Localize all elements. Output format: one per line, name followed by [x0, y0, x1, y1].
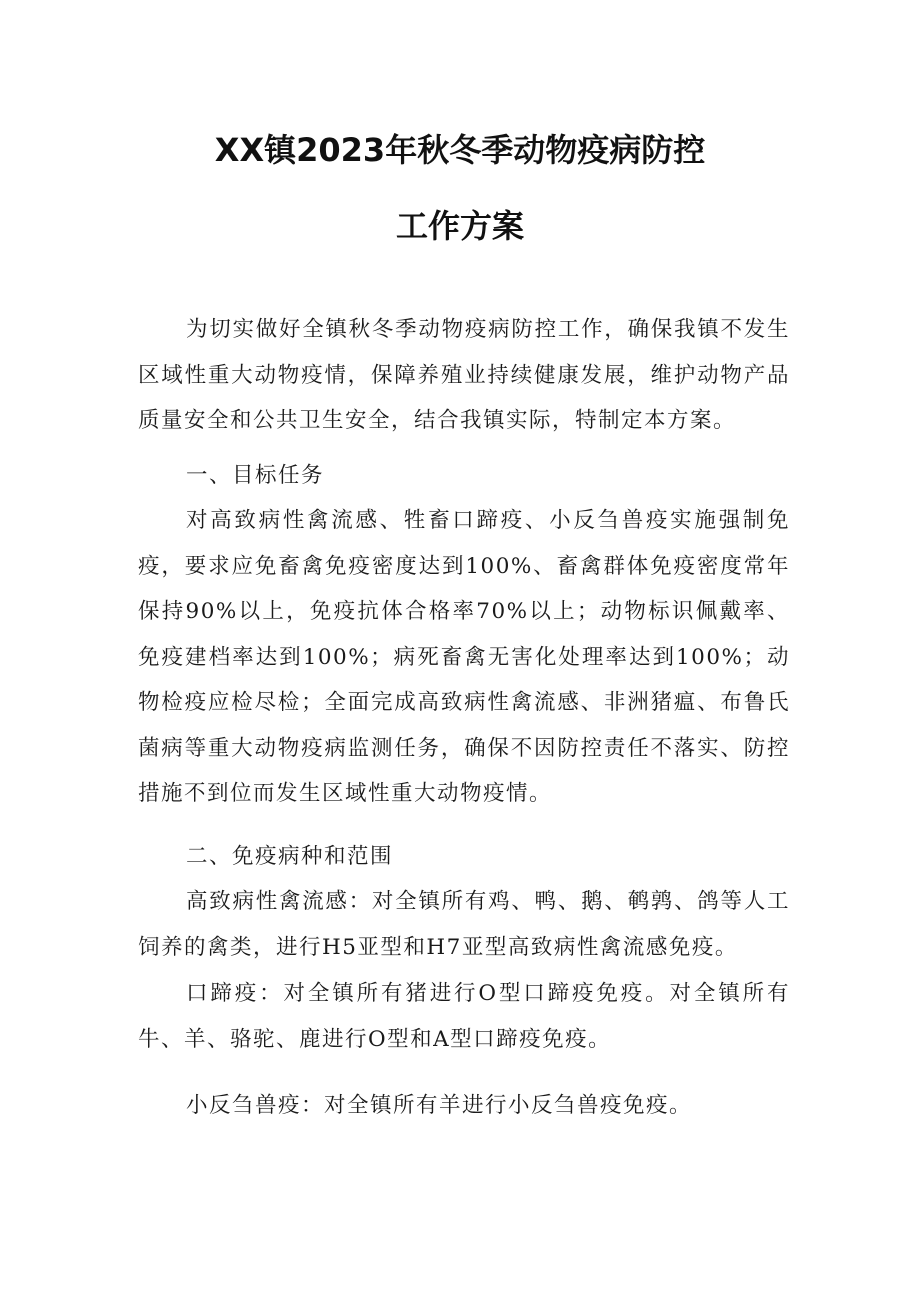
intro-paragraph: 为切实做好全镇秋冬季动物疫病防控工作，确保我镇不发生区域性重大动物疫情，保障养殖业持续健康发展，维护动物产品质量安全和公共卫生安全，结合我镇实际，特制定本方案。 [138, 317, 790, 433]
avian-influenza-paragraph: 高致病性禽流感：对全镇所有鸡、鸭、鹅、鹌鹑、鸽等人工饲养的禽类，进行H5亚型和H7亚型高致病性禽流感免疫。 [138, 889, 790, 960]
foot-and-mouth-paragraph: 口蹄疫：对全镇所有猪进行O型口蹄疫免疫。对全镇所有牛、羊、骆驼、鹿进行O型和A型口蹄疫免疫。 [138, 981, 790, 1052]
section-heading-targets: 一、目标任务 [186, 463, 325, 488]
document-title-line-1: XX镇2023年秋冬季动物疫病防控 [214, 131, 706, 169]
document-title-line-2: 工作方案 [395, 207, 524, 245]
section-heading-immunization-scope: 二、免疫病种和范围 [186, 844, 394, 869]
ppr-paragraph: 小反刍兽疫：对全镇所有羊进行小反刍兽疫免疫。 [186, 1093, 693, 1118]
targets-paragraph: 对高致病性禽流感、牲畜口蹄疫、小反刍兽疫实施强制免疫，要求应免畜禽免疫密度达到100%、畜禽群体免疫密度常年保持90%以上，免疫抗体合格率70%以上；动物标识佩戴率、免疫建档率达到100%；病死畜禽无害化处理率达到100%；动物检疫应检尽检；全面完成高致病性禽流感、非洲猪瘟、布鲁氏菌病等重大动物疫病监测任务，确保不因防控责任不落实、防控措施不到位而发生区域性重大动物疫情。 [138, 508, 790, 806]
